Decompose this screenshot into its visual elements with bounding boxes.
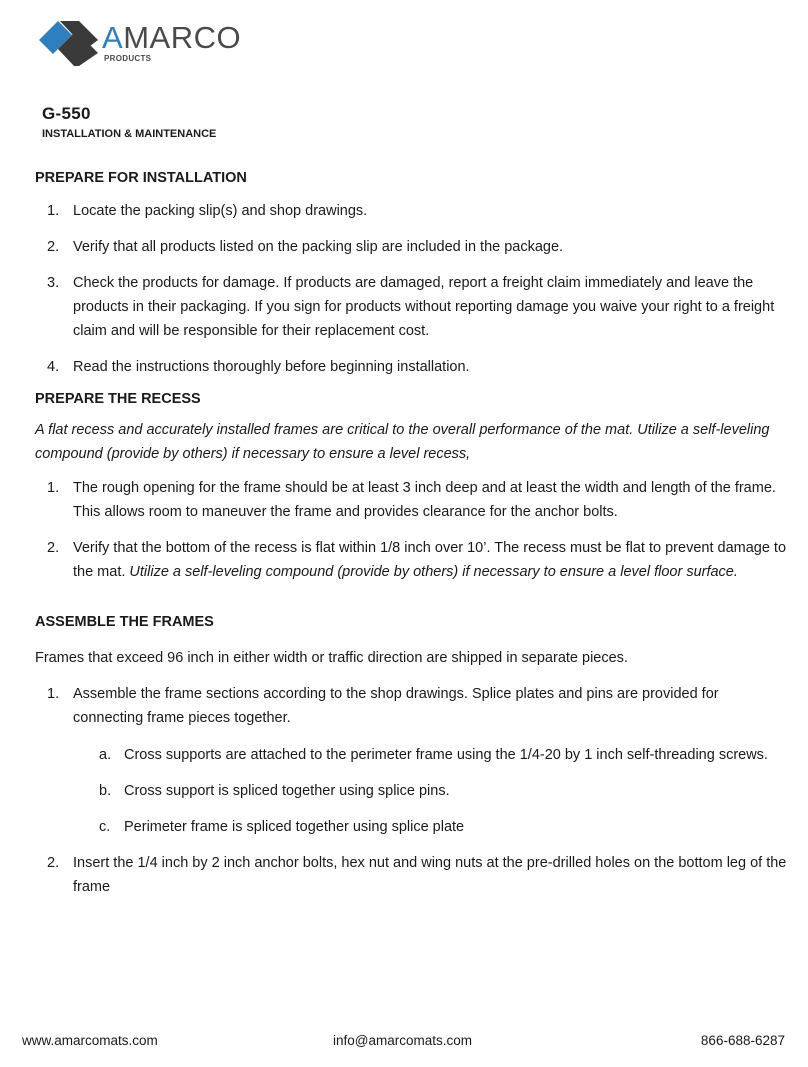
document-body [35, 166, 787, 899]
prepare-recess-list [35, 476, 787, 584]
sublist-item: b. Cross support is spliced together using splice pins. [99, 783, 450, 799]
list-item: 3. Check the products for damage. If products are damaged, report a freight claim immediately and leave the products in their packaging. If you sign for products without reporting damage you waive your right to a freight claim and will be responsible for their replacement cost. [47, 275, 775, 339]
list-item: 2. Verify that the bottom of the recess is flat within 1/8 inch over 10’. The recess must be flat to prevent damage to the mat. Utilize a self-leveling compound (provide by others) if necessary to ensure a level floor surface. [47, 540, 787, 580]
logo-brand-text: AMARCO [102, 20, 242, 55]
section-heading-prepare-installation: PREPARE FOR INSTALLATION [35, 170, 247, 186]
assemble-list-continued [35, 851, 787, 899]
list-item: 1. The rough opening for the frame should be at least 3 inch deep and at least the width and length of the frame. This allows room to maneuver the frame and provides clearance for the anchor bolts. [47, 480, 776, 520]
assemble-intro: Frames that exceed 96 inch in either width or traffic direction are shipped in separate pieces. [35, 650, 628, 666]
assemble-list [35, 682, 787, 730]
logo-subtitle: PRODUCTS [104, 54, 152, 63]
sublist-item: c. Perimeter frame is spliced together using splice plate [99, 819, 465, 835]
list-item: 2. Insert the 1/4 inch by 2 inch anchor bolts, hex nut and wing nuts at the pre-drilled holes on the bottom leg of the frame [47, 855, 787, 895]
list-item: 2. Verify that all products listed on the packing slip are included in the package. [47, 239, 564, 255]
section-heading-prepare-recess: PREPARE THE RECESS [35, 391, 201, 407]
prepare-installation-list [35, 199, 787, 379]
section-heading-assemble-frames: ASSEMBLE THE FRAMES [35, 614, 214, 630]
list-item: 4. Read the instructions thoroughly before beginning installation. [47, 359, 470, 375]
footer-website[interactable]: www.amarcomats.com [22, 1033, 158, 1048]
sublist-item: a. Cross supports are attached to the perimeter frame using the 1/4-20 by 1 inch self-threading screws. [99, 747, 768, 763]
assemble-sublist [35, 743, 787, 839]
list-item: 1. Assemble the frame sections according to the shop drawings. Splice plates and pins are provided for connecting frame pieces together. [47, 686, 719, 726]
list-item: 1. Locate the packing slip(s) and shop drawings. [47, 203, 368, 219]
amarco-logo-mark-icon [36, 18, 102, 66]
amarco-logo [36, 18, 266, 68]
recess-intro: A flat recess and accurately installed frames are critical to the overall performance of the mat. Utilize a self-leveling compound (provide by others) if necessary to ensure a level recess, [35, 422, 770, 462]
model-number: G-550 [42, 104, 91, 123]
document-subtitle: INSTALLATION & MAINTENANCE [42, 128, 217, 140]
footer-email[interactable]: info@amarcomats.com [333, 1033, 472, 1048]
footer-phone: 866-688-6287 [700, 1033, 785, 1048]
